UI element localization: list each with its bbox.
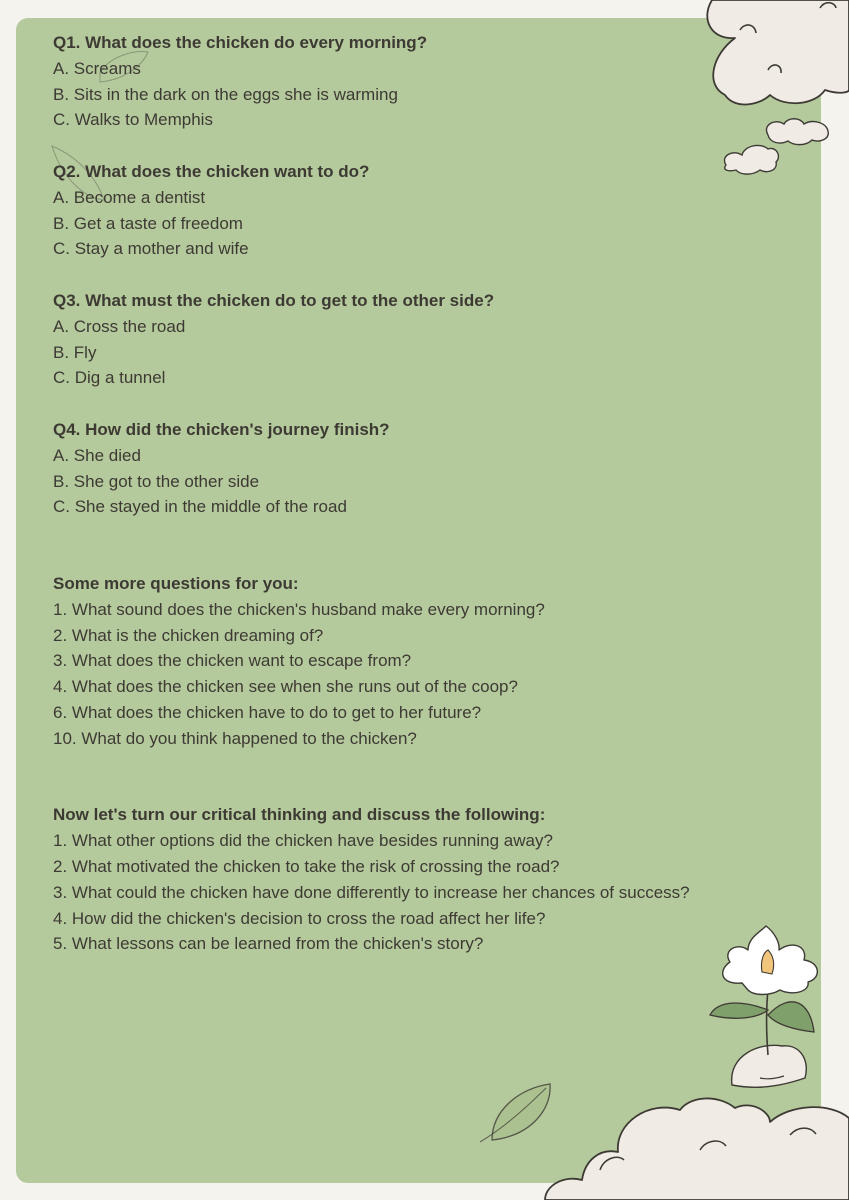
list-item: 3. What does the chicken want to escape from?	[53, 651, 412, 671]
question-text: Q3. What must the chicken do to get to the other side?	[53, 290, 495, 310]
quiz-question-1	[53, 30, 753, 133]
section-heading: Now let's turn our critical thinking and discuss the following:	[53, 805, 546, 825]
critical-thinking-section	[53, 802, 753, 957]
list-item: 4. How did the chicken's decision to cross the road affect her life?	[53, 908, 546, 928]
answer-option: B. Sits in the dark on the eggs she is warming	[53, 84, 398, 104]
answer-option: C. Stay a mother and wife	[53, 239, 249, 259]
answer-option: C. Walks to Memphis	[53, 110, 213, 130]
list-item: 1. What sound does the chicken's husband make every morning?	[53, 599, 545, 619]
more-questions-section	[53, 571, 753, 752]
quiz-question-2	[53, 159, 753, 262]
answer-option: A. She died	[53, 445, 141, 465]
section-heading: Some more questions for you:	[53, 573, 299, 593]
list-item: 6. What does the chicken have to do to get to her future?	[53, 702, 482, 722]
list-item: 4. What does the chicken see when she runs out of the coop?	[53, 677, 518, 697]
answer-option: C. Dig a tunnel	[53, 368, 166, 388]
question-text: Q1. What does the chicken do every morning?	[53, 33, 428, 52]
list-item: 2. What motivated the chicken to take the risk of crossing the road?	[53, 856, 560, 876]
answer-option: A. Screams	[53, 58, 141, 78]
list-item: 5. What lessons can be learned from the chicken's story?	[53, 934, 484, 954]
question-text: Q2. What does the chicken want to do?	[53, 161, 370, 181]
answer-option: B. Fly	[53, 342, 97, 362]
worksheet-content	[53, 30, 753, 983]
list-item: 1. What other options did the chicken have besides running away?	[53, 831, 553, 851]
answer-option: C. She stayed in the middle of the road	[53, 497, 347, 517]
quiz-question-3	[53, 288, 753, 391]
quiz-question-4	[53, 417, 753, 520]
list-item: 2. What is the chicken dreaming of?	[53, 625, 324, 645]
question-text: Q4. How did the chicken's journey finish?	[53, 419, 390, 439]
answer-option: B. She got to the other side	[53, 471, 260, 491]
list-item: 3. What could the chicken have done differently to increase her chances of success?	[53, 882, 690, 902]
answer-option: B. Get a taste of freedom	[53, 213, 243, 233]
answer-option: A. Become a dentist	[53, 187, 206, 207]
answer-option: A. Cross the road	[53, 316, 186, 336]
list-item: 10. What do you think happened to the chicken?	[53, 728, 417, 748]
